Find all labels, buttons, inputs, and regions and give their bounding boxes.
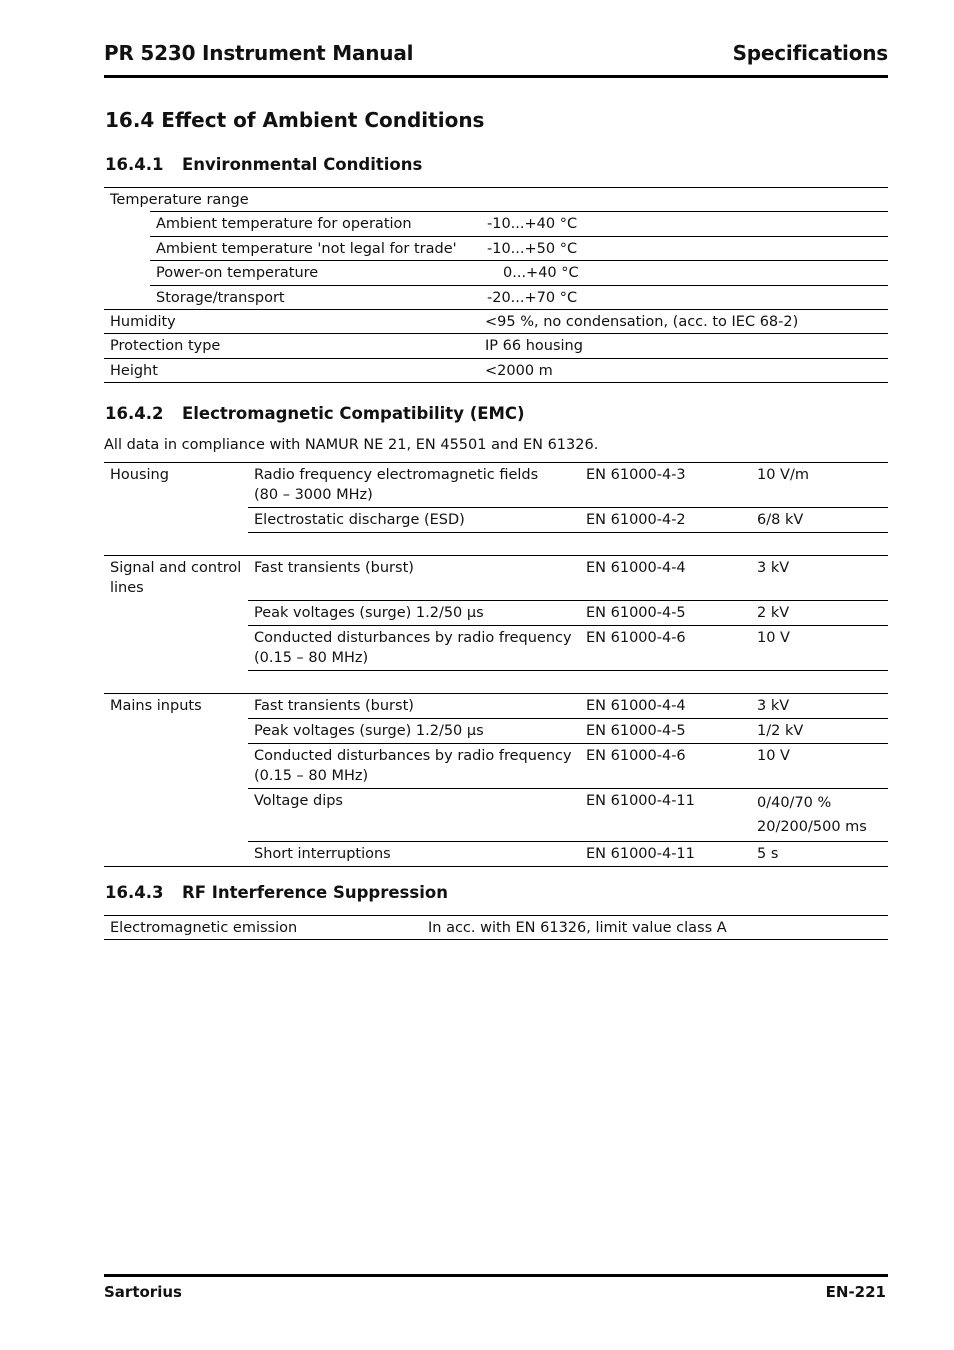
- subsection-rf-heading: [105, 883, 448, 902]
- subsection-title: RF Interference Suppression: [182, 883, 448, 902]
- cell-label: Height: [104, 358, 483, 382]
- table-row: [104, 463, 888, 508]
- cell-standard: EN 61000-4-6: [580, 744, 751, 789]
- cell-value: 0/40/70 % 20/200/500 ms: [751, 789, 888, 842]
- cell-label: Humidity: [104, 309, 483, 333]
- company-name: Sartorius: [104, 1283, 182, 1301]
- subsection-title: Environmental Conditions: [182, 155, 423, 174]
- cell-value: 3 kV: [751, 556, 888, 601]
- cell-desc: Radio frequency electromagnetic fields (80 – 3000 MHz): [248, 463, 580, 508]
- page-header: [104, 41, 888, 78]
- cell-desc: Voltage dips: [248, 789, 580, 842]
- cell-value: <2000 m: [483, 358, 888, 382]
- section-title: 16.4 Effect of Ambient Conditions: [105, 108, 485, 132]
- table-row: [104, 556, 888, 601]
- subsection-number: 16.4.2: [105, 404, 164, 423]
- cell-value: 6/8 kV: [751, 508, 888, 533]
- cell-standard: EN 61000-4-11: [580, 842, 751, 867]
- cell-value: -10...+50 °C: [483, 236, 888, 260]
- cell-desc: Short interruptions: [248, 842, 580, 867]
- cell-value: 3 kV: [751, 694, 888, 719]
- cell-label: Protection type: [104, 334, 483, 358]
- cell-desc: Fast transients (burst): [248, 556, 580, 601]
- cell-value: 5 s: [751, 842, 888, 867]
- table-row: [104, 694, 888, 719]
- emc-intro: All data in compliance with NAMUR NE 21, EN 45501 and EN 61326.: [104, 437, 599, 453]
- cell-desc: Electrostatic discharge (ESD): [248, 508, 580, 533]
- cell-label: Power-on temperature: [150, 261, 483, 285]
- cell-label: Ambient temperature 'not legal for trade': [150, 236, 483, 260]
- cell-value: 10 V: [751, 626, 888, 671]
- rf-table: [104, 915, 888, 940]
- cell-desc: Peak voltages (surge) 1.2/50 µs: [248, 719, 580, 744]
- table-row: [104, 212, 888, 236]
- cell-value: -10...+40 °C: [483, 212, 888, 236]
- cell-label: Electromagnetic emission: [104, 916, 422, 940]
- cell-value: 0...+40 °C: [483, 261, 888, 285]
- cell-standard: EN 61000-4-4: [580, 694, 751, 719]
- subsection-env-heading: [105, 155, 422, 174]
- cell-value: 1/2 kV: [751, 719, 888, 744]
- temperature-range-label: Temperature range: [104, 188, 888, 212]
- cell-desc: Peak voltages (surge) 1.2/50 µs: [248, 601, 580, 626]
- cell-desc: Conducted disturbances by radio frequency (0.15 – 80 MHz): [248, 626, 580, 671]
- cell-standard: EN 61000-4-5: [580, 601, 751, 626]
- group-label: Housing: [104, 463, 248, 533]
- cell-value: -20...+70 °C: [483, 285, 888, 309]
- cell-value: In acc. with EN 61326, limit value class A: [422, 916, 888, 940]
- page-footer: [104, 1274, 888, 1301]
- page-number: EN-221: [825, 1283, 886, 1301]
- cell-value: <95 %, no condensation, (acc. to IEC 68-2): [483, 309, 888, 333]
- cell-label: Ambient temperature for operation: [150, 212, 483, 236]
- cell-standard: EN 61000-4-4: [580, 556, 751, 601]
- table-row: [104, 261, 888, 285]
- manual-title: PR 5230 Instrument Manual: [104, 41, 414, 65]
- subsection-number: 16.4.1: [105, 155, 164, 174]
- cell-standard: EN 61000-4-5: [580, 719, 751, 744]
- table-row: [104, 334, 888, 358]
- cell-standard: EN 61000-4-3: [580, 463, 751, 508]
- subsection-number: 16.4.3: [105, 883, 164, 902]
- cell-desc: Conducted disturbances by radio frequency (0.15 – 80 MHz): [248, 744, 580, 789]
- cell-label: Storage/transport: [150, 285, 483, 309]
- cell-standard: EN 61000-4-2: [580, 508, 751, 533]
- subsection-emc-heading: [105, 404, 525, 423]
- environmental-table: [104, 187, 888, 383]
- cell-value: 10 V: [751, 744, 888, 789]
- cell-value: 10 V/m: [751, 463, 888, 508]
- emc-table: [104, 462, 888, 867]
- group-label: Signal and control lines: [104, 556, 248, 671]
- table-row: [104, 236, 888, 260]
- table-row: [104, 358, 888, 382]
- table-row: [104, 188, 888, 212]
- subsection-title: Electromagnetic Compatibility (EMC): [182, 404, 525, 423]
- cell-desc: Fast transients (burst): [248, 694, 580, 719]
- cell-value: 2 kV: [751, 601, 888, 626]
- table-row: [104, 309, 888, 333]
- group-label: Mains inputs: [104, 694, 248, 867]
- table-row: [104, 285, 888, 309]
- cell-value: IP 66 housing: [483, 334, 888, 358]
- table-row: [104, 916, 888, 940]
- chapter-title: Specifications: [732, 41, 888, 65]
- cell-standard: EN 61000-4-6: [580, 626, 751, 671]
- cell-standard: EN 61000-4-11: [580, 789, 751, 842]
